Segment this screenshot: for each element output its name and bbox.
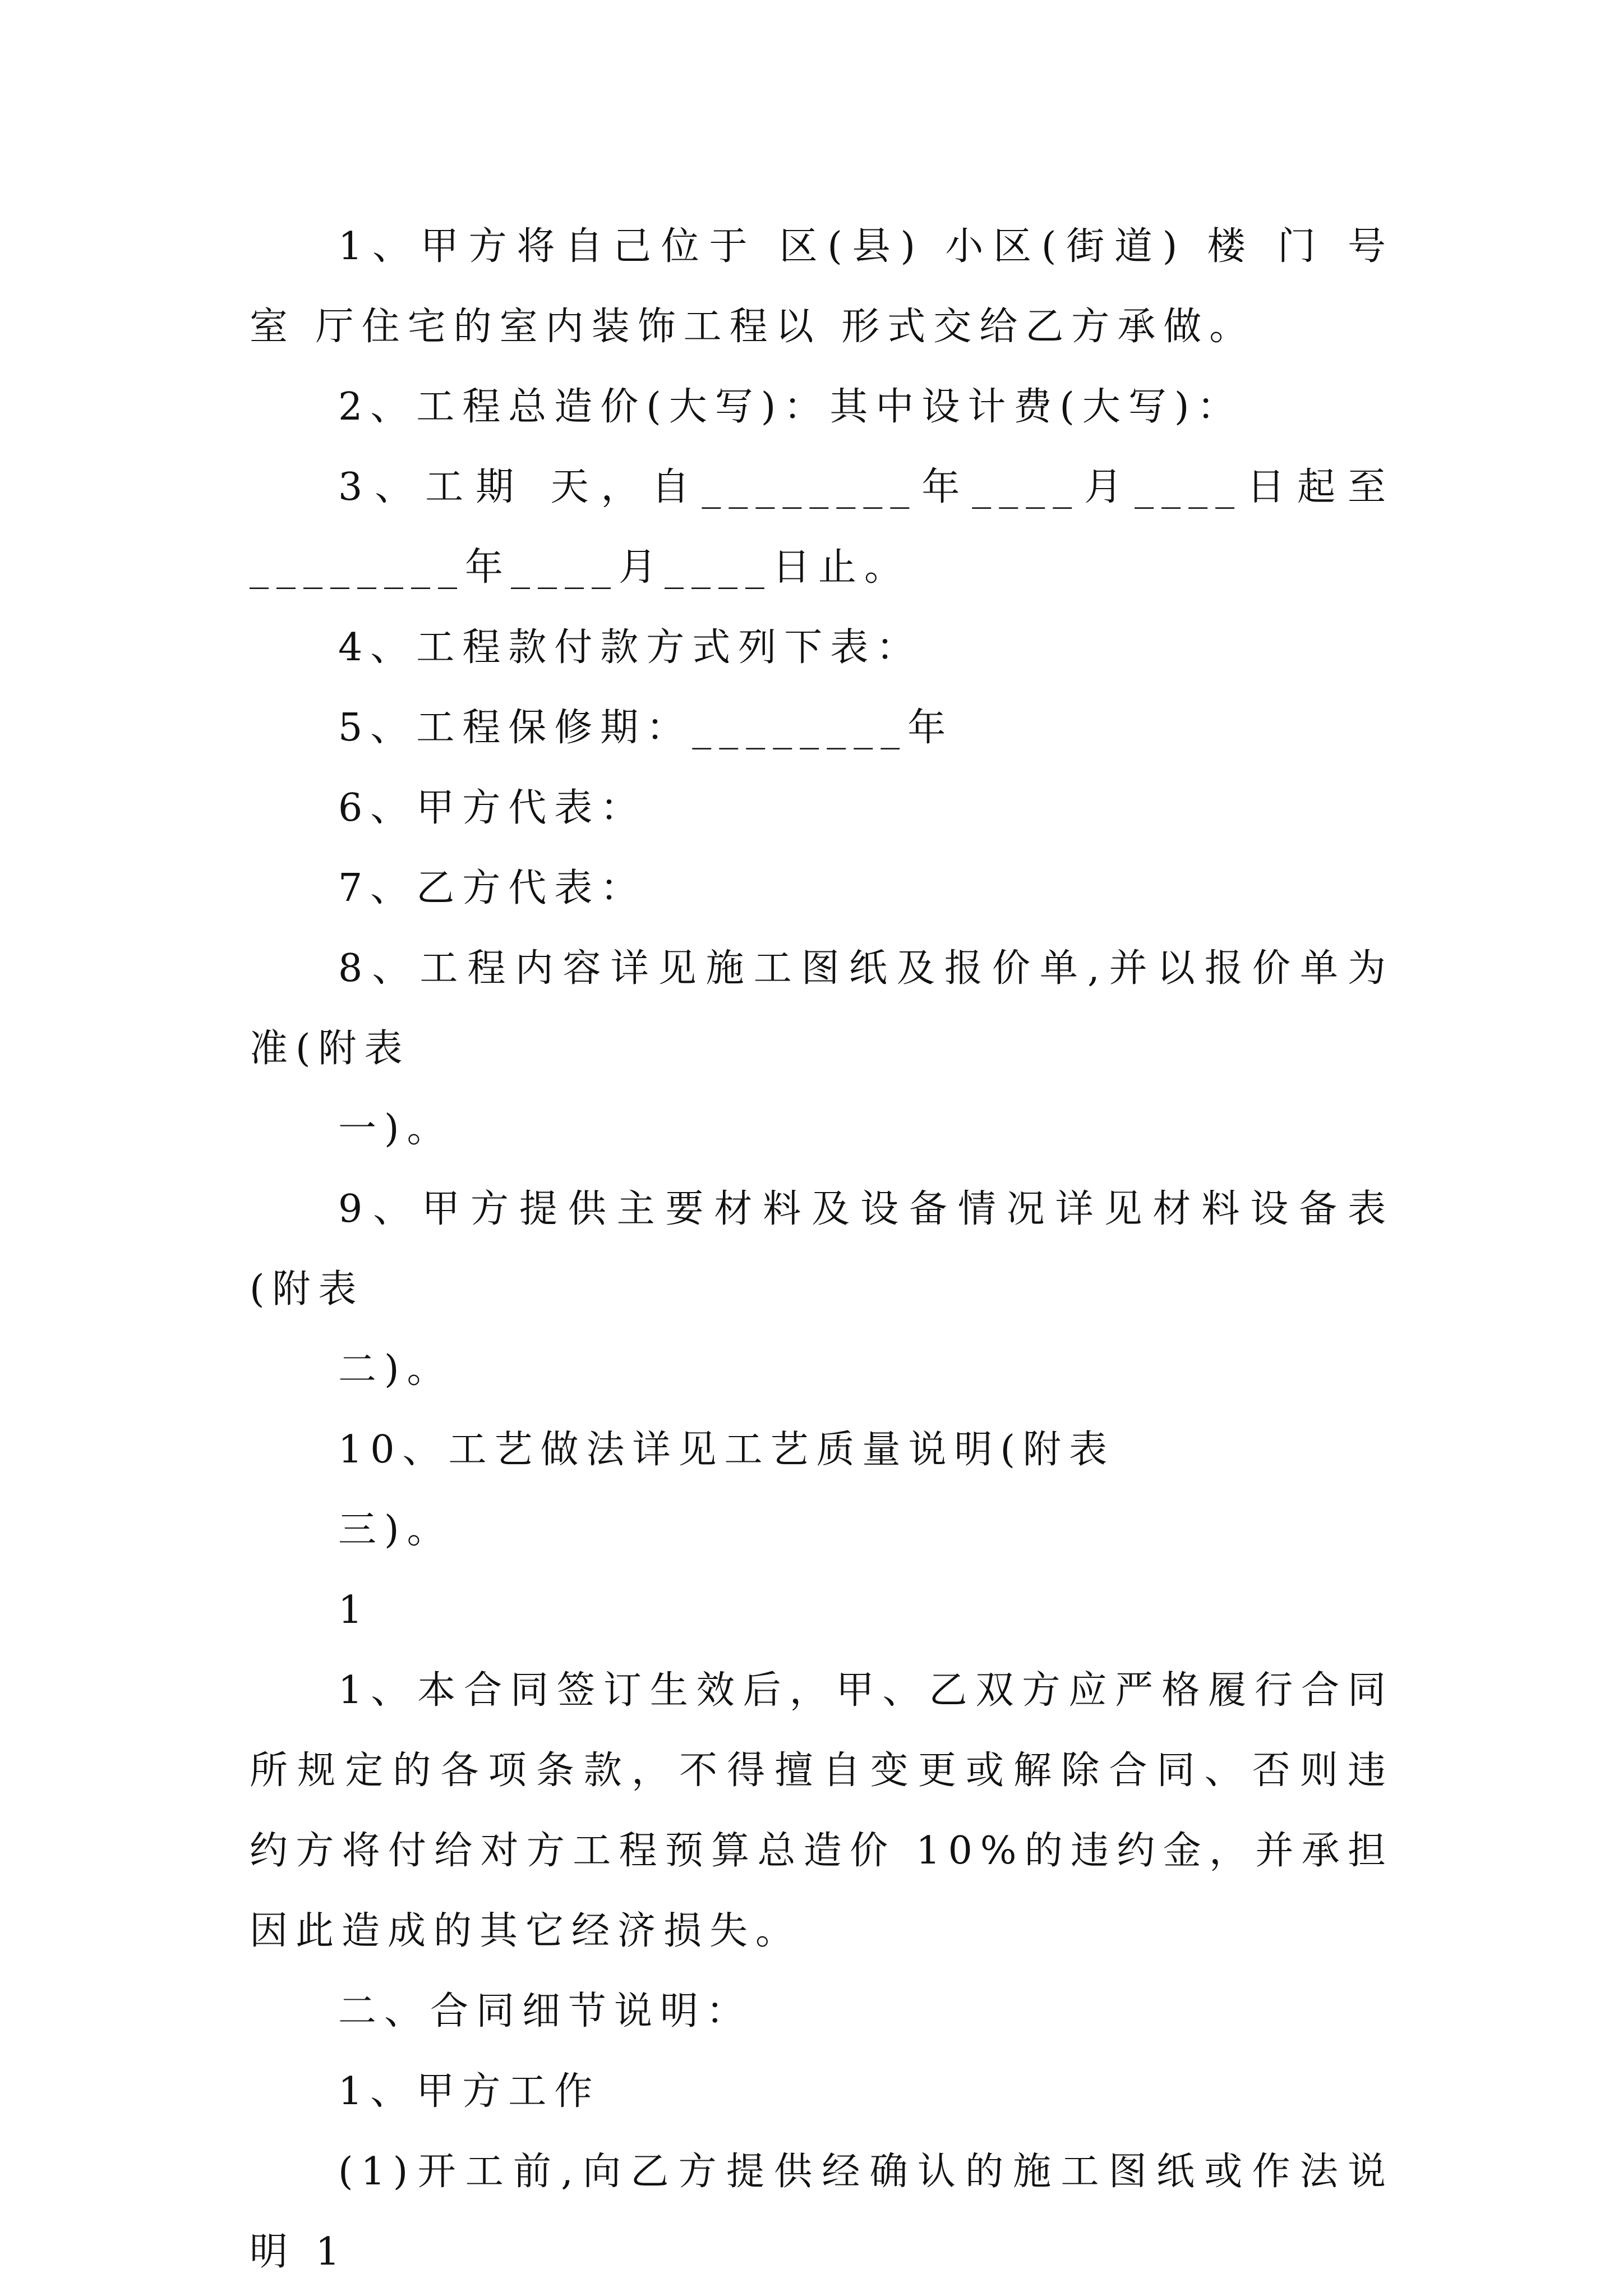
document-body (250, 206, 1414, 2292)
clause-2-total-cost: 2、工程总造价(大写)：其中设计费(大写)： (338, 385, 1243, 429)
clause-9-materials: 9、甲方提供主要材料及设备情况详见材料设备表(附表 (250, 1187, 1394, 1312)
clause-9-continuation: 二)。 (338, 1347, 453, 1392)
clause-8-work-content: 8、工程内容详见施工图纸及报价单,并以报价单为准(附表 (250, 946, 1394, 1071)
clause-4-payment: 4、工程款付款方式列下表： (338, 625, 923, 670)
section-number: 1 (338, 1588, 371, 1632)
breach-clause: 1、本合同签订生效后，甲、乙双方应严格履行合同所规定的各项条款，不得擅自变更或解除合同、否则违约方将付给对方工程预算总造价 10%的违约金，并承担因此造成的其它经济损失。 (250, 1668, 1394, 1953)
clause-1-location: 1、甲方将自己位于 区(县) 小区(街道) 楼 门 号 室 厅住宅的室内装饰工程以 形式交给乙方承做。 (250, 224, 1414, 349)
section-2-heading: 二、合同细节说明： (338, 1989, 753, 2033)
clause-5-warranty: 5、工程保修期：________年 (338, 706, 954, 750)
clause-6-party-a-rep: 6、甲方代表： (338, 786, 647, 830)
clause-10-process: 10、工艺做法详见工艺质量说明(附表 (338, 1428, 1115, 1472)
clause-7-party-b-rep: 7、乙方代表： (338, 866, 647, 910)
clause-10-continuation: 三)。 (338, 1508, 453, 1552)
party-a-work-item-1: (1)开工前,向乙方提供经确认的施工图纸或作法说明 1 (250, 2150, 1394, 2274)
clause-8-continuation: 一)。 (338, 1107, 453, 1151)
party-a-work-heading: 1、甲方工作 (338, 2069, 601, 2114)
clause-3-duration: 3、工期 天，自________年____月____日起至________年____月____日止。 (250, 465, 1394, 590)
